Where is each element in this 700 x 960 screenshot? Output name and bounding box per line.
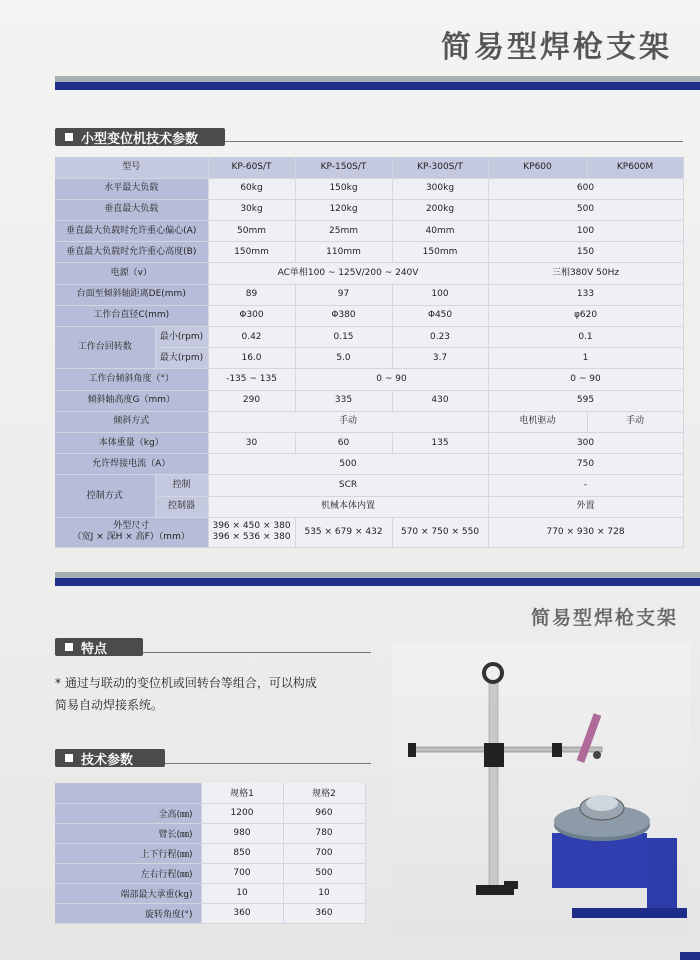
cell: 60kg xyxy=(208,178,295,199)
row-label: 垂直最大负载时允许重心高度(B) xyxy=(55,242,208,263)
header-cell xyxy=(55,783,201,803)
cell: 300 xyxy=(488,432,683,453)
cell: 手动 xyxy=(587,411,683,432)
cell: Φ380 xyxy=(295,305,392,326)
row-label: 工作台回转数 xyxy=(55,327,155,369)
cell: 10 xyxy=(283,883,365,903)
cell: 5.0 xyxy=(295,348,392,369)
table-row xyxy=(55,863,365,883)
row-label: 允许焊接电流（A） xyxy=(55,454,208,475)
cell: 1 xyxy=(488,348,683,369)
cell: 30 xyxy=(208,432,295,453)
cell: 360 xyxy=(283,903,365,923)
header-cell: KP600M xyxy=(587,157,683,178)
table-row xyxy=(55,432,683,453)
table-row xyxy=(55,305,683,326)
section1-rule xyxy=(225,141,683,142)
cell: 850 xyxy=(201,843,283,863)
product-photo xyxy=(392,643,690,935)
cell: 0.15 xyxy=(295,327,392,348)
mast xyxy=(489,681,498,891)
cell: 600 xyxy=(488,178,683,199)
spec-heading xyxy=(55,749,165,767)
sub-label: 控制 xyxy=(155,475,208,496)
table-row xyxy=(55,823,365,843)
sub-label: 最小(rpm) xyxy=(155,327,208,348)
cell: 电机驱动 xyxy=(488,411,587,432)
features-heading xyxy=(55,638,143,656)
row-label: 倾斜方式 xyxy=(55,411,208,432)
table-row xyxy=(55,199,683,220)
welding-torch-stand-illustration xyxy=(392,643,690,935)
row-label xyxy=(55,517,208,547)
cell: Φ300 xyxy=(208,305,295,326)
cell: 780 xyxy=(283,823,365,843)
cell: 120kg xyxy=(295,199,392,220)
arm-stop xyxy=(552,743,562,757)
header-cell: 规格2 xyxy=(283,783,365,803)
cell: 97 xyxy=(295,284,392,305)
table-row xyxy=(55,475,683,496)
table-row xyxy=(55,390,683,411)
cell: 100 xyxy=(392,284,488,305)
header-cell: KP-150S/T xyxy=(295,157,392,178)
row-label: 全高(㎜) xyxy=(55,803,201,823)
cell: 770 × 930 × 728 xyxy=(488,517,683,547)
cell: 100 xyxy=(488,221,683,242)
cell: - xyxy=(488,475,683,496)
cell: 980 xyxy=(201,823,283,843)
table-row xyxy=(55,517,683,547)
positioner-column xyxy=(647,838,677,913)
arm xyxy=(412,747,602,752)
cell: 0 ~ 90 xyxy=(295,369,488,390)
table-row xyxy=(55,263,683,284)
row-label: 工作台倾斜角度（°） xyxy=(55,369,208,390)
cell: 300kg xyxy=(392,178,488,199)
cell: 135 xyxy=(392,432,488,453)
cell: 700 xyxy=(201,863,283,883)
features-text xyxy=(55,672,375,716)
row-label: 工作台直径C(mm) xyxy=(55,305,208,326)
page-title: 简易型焊枪支架 xyxy=(441,30,672,65)
row-label: 台面至倾斜轴距离DE(mm) xyxy=(55,284,208,305)
row-label: 臂长(㎜) xyxy=(55,823,201,843)
row-label: 本体重量（kg） xyxy=(55,432,208,453)
cell: 430 xyxy=(392,390,488,411)
arm-clamp xyxy=(484,743,504,767)
row-label: 倾斜轴高度G（mm） xyxy=(55,390,208,411)
table-row xyxy=(55,284,683,305)
torch-stand-spec-table xyxy=(55,783,366,924)
positioner-foot xyxy=(572,908,687,918)
cell: 750 xyxy=(488,454,683,475)
spec-rule xyxy=(165,763,371,764)
cell: 0.42 xyxy=(208,327,295,348)
cell: SCR xyxy=(208,475,488,496)
sub-label: 最大(rpm) xyxy=(155,348,208,369)
positioner-spec-table xyxy=(55,157,684,548)
cell: 500 xyxy=(208,454,488,475)
cell: 3.7 xyxy=(392,348,488,369)
cell: 150mm xyxy=(392,242,488,263)
cell: 360 xyxy=(201,903,283,923)
spec-heading-text: 技术参数 xyxy=(81,752,134,768)
torch-tip xyxy=(593,751,601,759)
table-row xyxy=(55,221,683,242)
cell: 110mm xyxy=(295,242,392,263)
row-label: 端部最大承重(kg) xyxy=(55,883,201,903)
header-cell: KP-60S/T xyxy=(208,157,295,178)
cell: 150 xyxy=(488,242,683,263)
cell: AC单相100 ~ 125V/200 ~ 240V xyxy=(208,263,488,284)
cell: 133 xyxy=(488,284,683,305)
table-row xyxy=(55,454,683,475)
dims-label: 外型尺寸 xyxy=(113,521,150,532)
middle-band xyxy=(55,572,700,586)
cell: 30kg xyxy=(208,199,295,220)
workpiece-top xyxy=(586,795,618,811)
page-corner-mark xyxy=(680,952,700,960)
row-label: 垂直最大负载时允许重心偏心(A) xyxy=(55,221,208,242)
cell: -135 ~ 135 xyxy=(208,369,295,390)
square-bullet-icon xyxy=(65,754,73,762)
row-label: 垂直最大负载 xyxy=(55,199,208,220)
arm-end xyxy=(408,743,416,757)
features-line: 简易自动焊接系统。 xyxy=(55,698,164,712)
sub-label: 控制器 xyxy=(155,496,208,517)
lifting-eye xyxy=(484,664,502,682)
dims-value: 396 × 536 × 380 xyxy=(212,532,291,543)
cell: 40mm xyxy=(392,221,488,242)
header-cell: KP-300S/T xyxy=(392,157,488,178)
cell: 16.0 xyxy=(208,348,295,369)
cell: 290 xyxy=(208,390,295,411)
cell: 700 xyxy=(283,843,365,863)
cell: 570 × 750 × 550 xyxy=(392,517,488,547)
cell xyxy=(208,517,295,547)
cell: 960 xyxy=(283,803,365,823)
row-label: 左右行程(㎜) xyxy=(55,863,201,883)
cell: 150kg xyxy=(295,178,392,199)
header-cell: 型号 xyxy=(55,157,208,178)
cell: 535 × 679 × 432 xyxy=(295,517,392,547)
cell: 0.1 xyxy=(488,327,683,348)
header-band xyxy=(55,76,700,90)
cell: 手动 xyxy=(208,411,488,432)
row-label: 上下行程(㎜) xyxy=(55,843,201,863)
cell: Φ450 xyxy=(392,305,488,326)
table-row xyxy=(55,178,683,199)
cell: 0.23 xyxy=(392,327,488,348)
cell: 89 xyxy=(208,284,295,305)
features-rule xyxy=(143,652,371,653)
table-header-row xyxy=(55,157,683,178)
table-row xyxy=(55,803,365,823)
section1-heading-text: 小型变位机技术参数 xyxy=(81,131,199,147)
row-label: 控制方式 xyxy=(55,475,155,517)
table-row xyxy=(55,369,683,390)
cell: 595 xyxy=(488,390,683,411)
table-row xyxy=(55,883,365,903)
cell: 335 xyxy=(295,390,392,411)
row-label: 电源（v） xyxy=(55,263,208,284)
cell: 10 xyxy=(201,883,283,903)
cell: 500 xyxy=(283,863,365,883)
cell: 60 xyxy=(295,432,392,453)
section1-heading xyxy=(55,128,225,146)
square-bullet-icon xyxy=(65,643,73,651)
table-row xyxy=(55,411,683,432)
cell: 1200 xyxy=(201,803,283,823)
stand-handle xyxy=(504,881,518,889)
table-row xyxy=(55,242,683,263)
positioner-body xyxy=(552,833,647,888)
section2-title: 简易型焊枪支架 xyxy=(530,607,678,629)
features-line: * 通过与联动的变位机或回转台等组合，可以构成 xyxy=(55,676,317,690)
features-heading-text: 特点 xyxy=(81,641,108,657)
header-cell: 规格1 xyxy=(201,783,283,803)
cell: 200kg xyxy=(392,199,488,220)
cell: 三相380V 50Hz xyxy=(488,263,683,284)
cell: 50mm xyxy=(208,221,295,242)
cell: 150mm xyxy=(208,242,295,263)
dims-value: 396 × 450 × 380 xyxy=(212,521,291,532)
cell: 机械本体内置 xyxy=(208,496,488,517)
table-row xyxy=(55,903,365,923)
cell: φ620 xyxy=(488,305,683,326)
square-bullet-icon xyxy=(65,133,73,141)
dims-sublabel: （宽J × 深H × 高F）（mm） xyxy=(72,532,190,543)
row-label: 水平最大负载 xyxy=(55,178,208,199)
header-cell: KP600 xyxy=(488,157,587,178)
cell: 外置 xyxy=(488,496,683,517)
cell: 25mm xyxy=(295,221,392,242)
cell: 0 ~ 90 xyxy=(488,369,683,390)
cell: 500 xyxy=(488,199,683,220)
table-row xyxy=(55,327,683,348)
table-row xyxy=(55,843,365,863)
table-header-row xyxy=(55,783,365,803)
row-label: 旋转角度(°) xyxy=(55,903,201,923)
